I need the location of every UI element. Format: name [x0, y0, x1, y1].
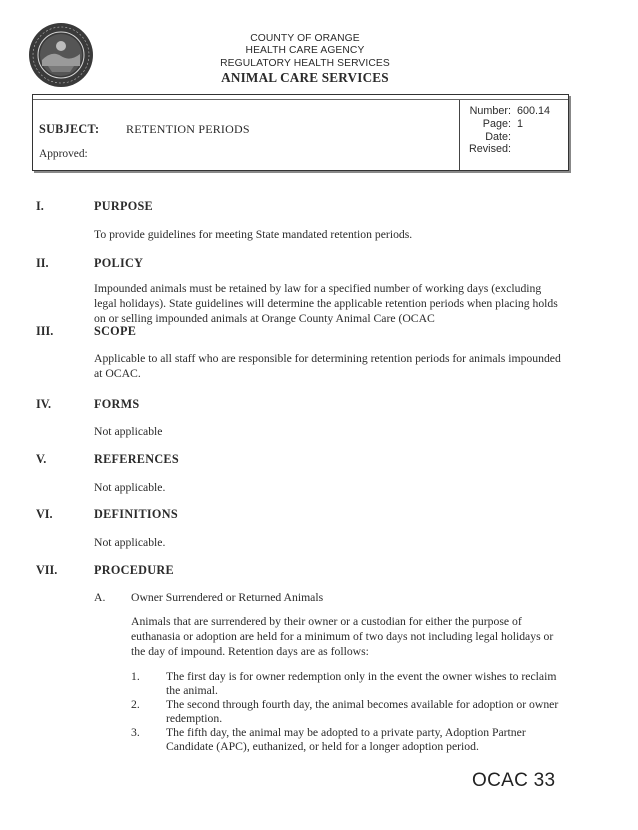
- section-number: I.: [36, 199, 44, 213]
- subsection-title: Owner Surrendered or Returned Animals: [131, 591, 324, 604]
- definitions-text: Not applicable.: [94, 536, 166, 549]
- list-item-number: 2.: [131, 698, 140, 711]
- approved-label: Approved:: [39, 148, 88, 160]
- section-title-policy: POLICY: [94, 256, 144, 270]
- list-item-number: 3.: [131, 726, 140, 739]
- list-item-number: 1.: [131, 670, 140, 683]
- scope-text: Applicable to all staff who are responsible for determining retention periods for animals impounded at OCAC.: [94, 352, 561, 380]
- header-department: ANIMAL CARE SERVICES: [221, 69, 389, 85]
- list-item: The first day is for owner redemption only in the event the owner wishes to reclaim the animal.: [166, 670, 557, 697]
- list-item: The fifth day, the animal may be adopted to a private party, Adoption Partner Candidate (APC), euthanized, or held for a longer adoption period.: [166, 726, 526, 753]
- subject-label: SUBJECT:: [39, 122, 100, 136]
- number-value: 600.14: [517, 105, 551, 117]
- revised-label: Revised:: [468, 143, 511, 156]
- agency-header: [150, 33, 460, 86]
- list-item: The second through fourth day, the animal becomes available for adoption or owner redemption.: [166, 698, 559, 725]
- purpose-text: To provide guidelines for meeting State mandated retention periods.: [94, 228, 413, 241]
- footer-page-code: OCAC 33: [472, 770, 556, 791]
- box-divider: [459, 100, 460, 170]
- number-label: Number:: [469, 105, 511, 117]
- header-county: COUNTY OF ORANGE: [250, 33, 360, 44]
- section-number: VI.: [36, 507, 53, 521]
- policy-info-box: [32, 94, 569, 171]
- section-title-definitions: DEFINITIONS: [94, 507, 178, 521]
- date-label: Date:: [485, 130, 511, 143]
- page-value: 1: [517, 117, 524, 130]
- section-number: IV.: [36, 397, 52, 411]
- subject-value: RETENTION PERIODS: [126, 122, 250, 136]
- subsection-letter: A.: [94, 591, 106, 604]
- section-title-forms: FORMS: [94, 397, 140, 411]
- forms-text: Not applicable: [94, 425, 163, 438]
- policy-meta: [464, 105, 550, 156]
- header-agency: HEALTH CARE AGENCY: [245, 45, 365, 57]
- subsection-text: Animals that are surrendered by their owner or a custodian for either the purpose of euthanasia or adoption are held for a minimum of two days not including legal holidays or the day of impound. Retention days are as follows:: [131, 615, 554, 658]
- section-title-references: REFERENCES: [94, 452, 179, 466]
- header-division: REGULATORY HEALTH SERVICES: [220, 57, 390, 69]
- section-number: V.: [36, 452, 47, 466]
- policy-text: Impounded animals must be retained by law for a specified number of working days (excluding legal holidays). State guidelines will determine the applicable retention periods when placing holds on or selling impounded animals at Orange County Animal Care (OCAC: [94, 282, 558, 325]
- references-text: Not applicable.: [94, 481, 166, 494]
- county-seal-icon: [28, 22, 94, 88]
- section-title-scope: SCOPE: [94, 324, 137, 338]
- section-title-purpose: PURPOSE: [94, 199, 153, 213]
- section-number: III.: [36, 324, 54, 338]
- section-number: VII.: [36, 563, 58, 577]
- section-number: II.: [36, 256, 49, 270]
- section-title-procedure: PROCEDURE: [94, 563, 174, 577]
- box-top-rule: [33, 99, 568, 100]
- page-label: Page:: [482, 117, 511, 130]
